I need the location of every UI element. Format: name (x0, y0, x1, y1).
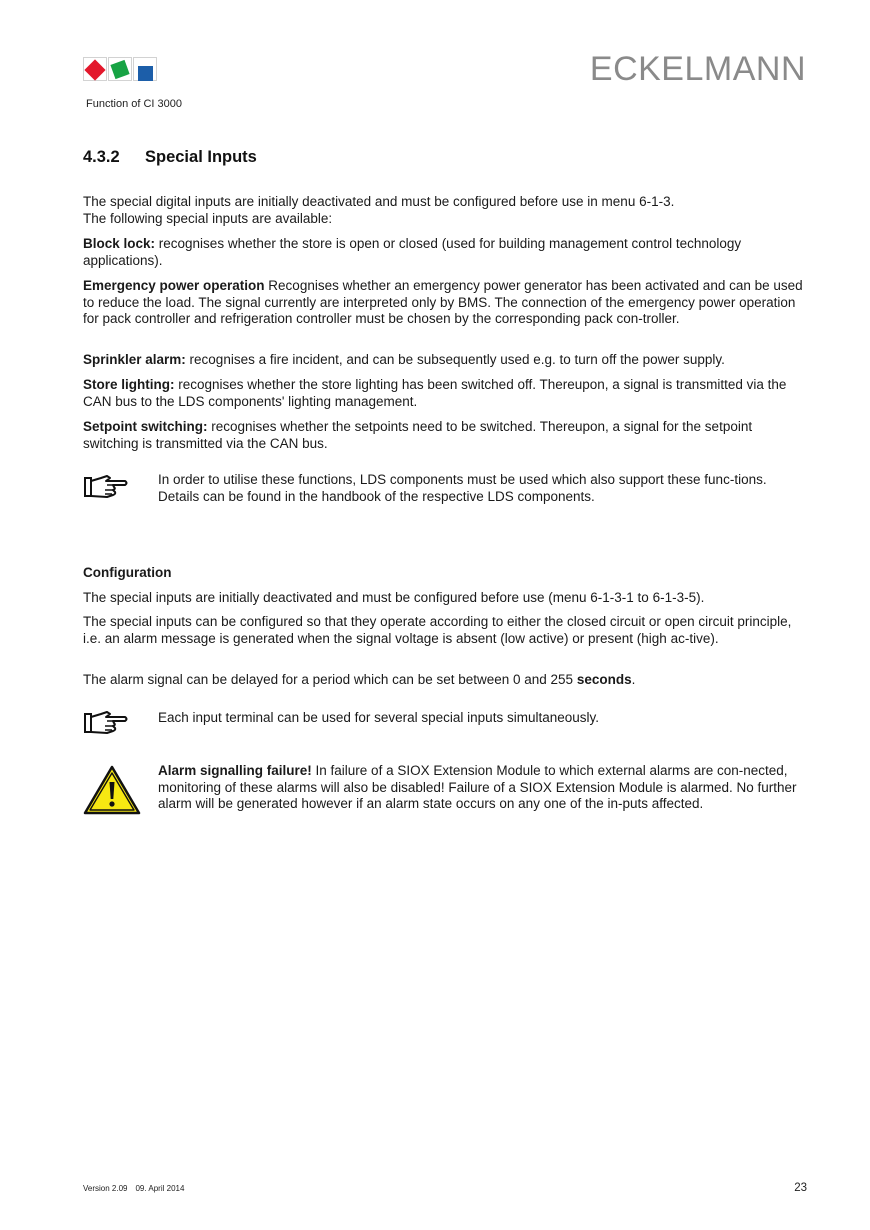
pointing-hand-icon (83, 474, 129, 500)
config-paragraph-3 (83, 672, 811, 689)
date-text: 09. April 2014 (135, 1184, 185, 1193)
note-text: Each input terminal can be used for several special inputs simultaneously. (158, 710, 599, 725)
input-desc: recognises whether the store is open or closed (used for building management control technology applications). (83, 236, 742, 268)
warning-body: In failure of a SIOX Extension Module to which external alarms are con-nected, monitoring of these alarms will also be disabled! Failure of a SIOX Extension Module is alarmed. No further alarm will be generated however if an alarm state occurs on any one of the in-puts affected. (158, 763, 797, 811)
input-term: Setpoint switching: (83, 419, 208, 434)
brand-wordmark: ECKELMANN (589, 50, 806, 88)
page-number: 23 (794, 1182, 807, 1194)
config-paragraph-1: The special inputs are initially deactivated and must be configured before use (menu 6-1-3-1 to 6-1-3-5). (83, 590, 705, 605)
input-sprinkler-alarm (83, 352, 811, 369)
section-number: 4.3.2 (83, 148, 120, 166)
input-term: Sprinkler alarm: (83, 352, 186, 367)
intro-line-1: The special digital inputs are initially deactivated and must be configured before use in menu 6-1-3. (83, 194, 675, 209)
input-desc: Recognises whether an emergency power generator has been activated and can be used to reduce the load. The signal currently are interpreted only by BMS. The connection of the emergency power operation for pack controller and refrigeration controller must be chosen by the corresponding pack con-troller. (83, 278, 803, 326)
input-term: Block lock: (83, 236, 156, 251)
input-term: Emergency power operation (83, 278, 265, 293)
footer-version (83, 1184, 184, 1193)
header-section-name: Function of CI 3000 (86, 98, 183, 110)
configuration-heading: Configuration (83, 565, 172, 580)
input-term: Store lighting: (83, 377, 175, 392)
input-desc: recognises whether the store lighting has been switched off. Thereupon, a signal is transmitted via the CAN bus to the LDS components' lighting management. (83, 377, 787, 409)
input-block-lock (83, 236, 811, 269)
version-text: Version 2.09 (83, 1184, 128, 1193)
config-paragraph-2: The special inputs can be configured so that they operate according to either the closed circuit or open circuit principle, i.e. an alarm message is generated when the signal voltage is absent (low active) or present (high ac-tive). (83, 614, 792, 646)
input-emergency-power (83, 278, 811, 328)
eckelmann-logo-squares (83, 57, 157, 83)
green-square (110, 60, 129, 79)
section-title (83, 148, 257, 167)
input-setpoint-switching (83, 419, 811, 452)
pointing-hand-icon (83, 710, 129, 736)
intro-line-2: The following special inputs are available: (83, 210, 333, 226)
config-p3-text: The alarm signal can be delayed for a period which can be set between 0 and 255 (83, 672, 577, 687)
input-store-lighting (83, 377, 811, 410)
note-text: In order to utilise these functions, LDS components must be used which also support these func-tions. Details can be found in the handbook of the respective LDS components. (158, 472, 767, 504)
input-desc: recognises a fire incident, and can be subsequently used e.g. to turn off the power supply. (185, 352, 725, 367)
blue-square (138, 66, 153, 81)
red-square (84, 59, 105, 80)
warning-triangle-icon (83, 765, 141, 815)
input-desc: recognises whether the setpoints need to be switched. Thereupon, a signal for the setpoint switching is transmitted via the CAN bus. (83, 419, 753, 451)
section-title-text: Special Inputs (145, 148, 257, 166)
intro-paragraph (83, 194, 811, 227)
config-p3-suffix: . (631, 672, 636, 687)
warning-text (158, 763, 798, 813)
config-p3-bold: seconds (576, 672, 632, 687)
warning-title: Alarm signalling failure! (158, 763, 312, 778)
